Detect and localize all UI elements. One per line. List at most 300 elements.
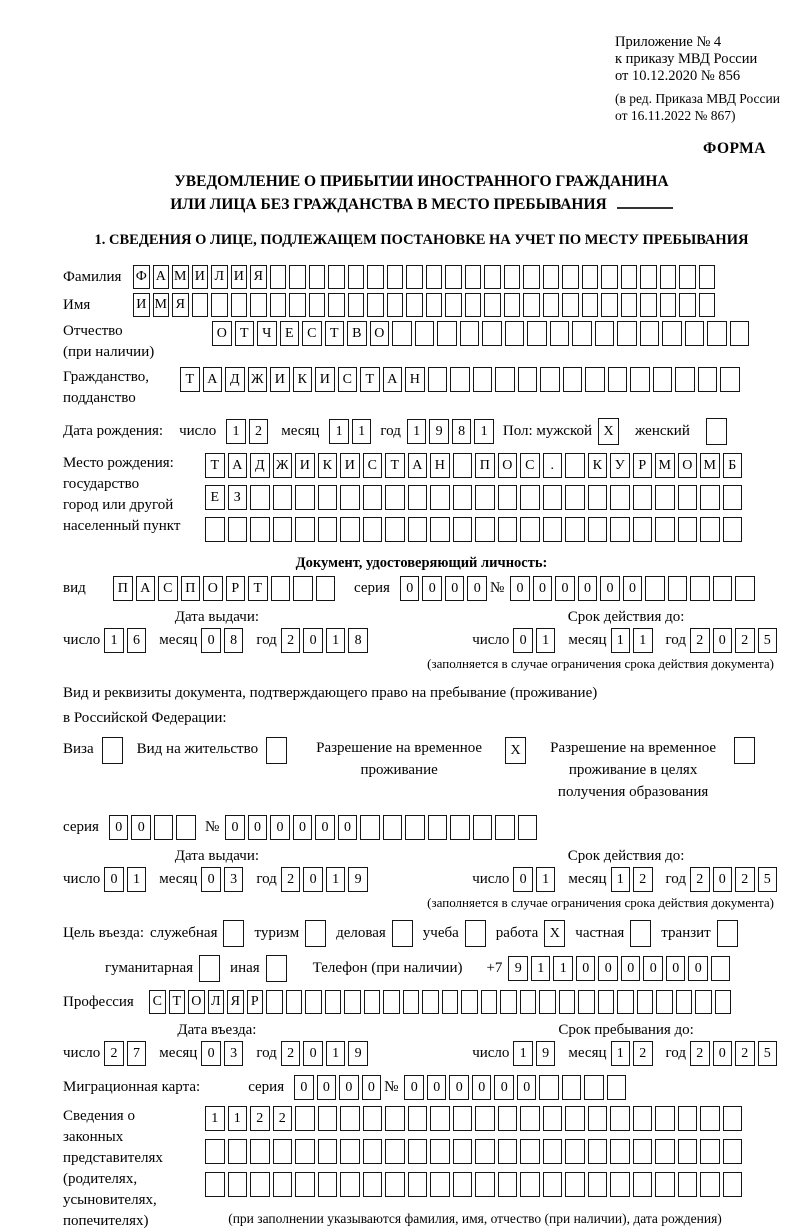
char-cell[interactable] [465,265,482,289]
char-cell[interactable] [543,1106,563,1131]
char-cell[interactable]: 0 [517,1075,537,1100]
char-cell[interactable] [340,485,360,510]
char-cell[interactable] [176,815,196,840]
char-cell[interactable]: 0 [294,1075,314,1100]
char-cell[interactable]: 0 [303,1041,323,1066]
char-cell[interactable]: 1 [226,419,246,444]
char-cell[interactable] [475,1172,495,1197]
char-cell[interactable]: Н [430,453,450,478]
char-cell[interactable] [293,576,313,601]
char-cell[interactable]: 1 [536,867,556,892]
char-cell[interactable] [430,1106,450,1131]
char-cell[interactable] [385,1172,405,1197]
char-cell[interactable] [422,990,439,1014]
char-cell[interactable] [539,1075,559,1100]
char-cell[interactable]: 1 [611,628,631,653]
char-cell[interactable] [655,517,675,542]
char-cell[interactable]: 2 [281,1041,301,1066]
char-cell[interactable] [328,265,345,289]
char-cell[interactable]: 2 [633,867,653,892]
char-cell[interactable]: С [520,453,540,478]
char-cell[interactable]: М [172,265,189,289]
char-cell[interactable]: 2 [690,867,710,892]
char-cell[interactable] [461,990,478,1014]
char-cell[interactable] [700,1106,720,1131]
char-cell[interactable]: И [231,265,248,289]
char-cell[interactable]: П [113,576,133,601]
char-cell[interactable] [715,990,732,1014]
char-cell[interactable]: 9 [536,1041,556,1066]
char-cell[interactable] [543,1139,563,1164]
char-cell[interactable]: Л [211,265,228,289]
char-cell[interactable]: 0 [533,576,553,601]
char-cell[interactable] [445,293,462,317]
char-cell[interactable] [518,815,538,840]
char-cell[interactable]: 0 [688,956,708,981]
char-cell[interactable] [562,1075,582,1100]
char-cell[interactable]: 6 [127,628,147,653]
char-cell[interactable] [565,1106,585,1131]
char-cell[interactable] [363,517,383,542]
char-cell[interactable]: 0 [598,956,618,981]
char-cell[interactable] [266,990,283,1014]
surname-input[interactable] [133,265,718,289]
char-cell[interactable] [723,1139,743,1164]
char-cell[interactable] [655,1139,675,1164]
char-cell[interactable]: Ч [257,321,277,346]
char-cell[interactable] [617,990,634,1014]
purpose-other-checkbox[interactable] [266,955,287,982]
char-cell[interactable] [154,815,174,840]
char-cell[interactable]: 0 [666,956,686,981]
residence-permit-checkbox[interactable] [266,737,287,764]
char-cell[interactable] [601,293,618,317]
char-cell[interactable] [735,576,755,601]
char-cell[interactable]: Е [280,321,300,346]
char-cell[interactable] [504,293,521,317]
char-cell[interactable] [318,1106,338,1131]
char-cell[interactable] [325,990,342,1014]
char-cell[interactable]: И [133,293,150,317]
representatives-line3-input[interactable] [205,1172,745,1197]
char-cell[interactable]: 1 [611,867,631,892]
char-cell[interactable] [565,517,585,542]
char-cell[interactable] [473,367,493,392]
char-cell[interactable] [633,517,653,542]
char-cell[interactable]: Е [205,485,225,510]
char-cell[interactable] [286,990,303,1014]
char-cell[interactable]: С [149,990,166,1014]
char-cell[interactable] [539,990,556,1014]
char-cell[interactable] [678,1106,698,1131]
char-cell[interactable] [610,517,630,542]
char-cell[interactable]: 0 [315,815,335,840]
char-cell[interactable] [578,990,595,1014]
char-cell[interactable] [430,1139,450,1164]
temp-residence-education-checkbox[interactable] [734,737,755,764]
char-cell[interactable] [428,815,448,840]
char-cell[interactable]: И [192,265,209,289]
char-cell[interactable]: 1 [611,1041,631,1066]
char-cell[interactable] [228,1172,248,1197]
char-cell[interactable] [408,517,428,542]
char-cell[interactable]: 1 [633,628,653,653]
char-cell[interactable]: И [340,453,360,478]
char-cell[interactable] [205,1172,225,1197]
char-cell[interactable] [250,293,267,317]
migration-series-input[interactable] [294,1075,384,1100]
char-cell[interactable]: 8 [348,628,368,653]
char-cell[interactable] [309,293,326,317]
char-cell[interactable]: Я [250,265,267,289]
issue-year-input[interactable] [281,628,371,653]
char-cell[interactable]: 2 [273,1106,293,1131]
char-cell[interactable] [482,321,502,346]
char-cell[interactable]: 0 [445,576,465,601]
char-cell[interactable]: 1 [326,1041,346,1066]
char-cell[interactable] [700,517,720,542]
char-cell[interactable] [678,1172,698,1197]
char-cell[interactable]: 0 [303,628,323,653]
char-cell[interactable] [660,293,677,317]
checkbox-cell[interactable] [199,955,220,982]
char-cell[interactable]: С [338,367,358,392]
char-cell[interactable] [678,517,698,542]
char-cell[interactable] [640,321,660,346]
char-cell[interactable] [633,1139,653,1164]
char-cell[interactable] [475,517,495,542]
char-cell[interactable] [316,576,336,601]
citizenship-input[interactable] [180,367,743,392]
residence-issue-day-input[interactable] [104,867,149,892]
char-cell[interactable]: 5 [758,867,778,892]
char-cell[interactable] [305,990,322,1014]
char-cell[interactable]: 7 [127,1041,147,1066]
char-cell[interactable]: О [498,453,518,478]
char-cell[interactable] [610,1172,630,1197]
char-cell[interactable]: Т [325,321,345,346]
char-cell[interactable] [250,485,270,510]
char-cell[interactable] [582,265,599,289]
purpose-transit-checkbox[interactable] [717,920,738,947]
char-cell[interactable]: 1 [127,867,147,892]
char-cell[interactable] [655,1172,675,1197]
name-input[interactable] [133,293,718,317]
char-cell[interactable] [656,990,673,1014]
char-cell[interactable]: К [588,453,608,478]
char-cell[interactable]: 0 [104,867,124,892]
char-cell[interactable] [676,990,693,1014]
char-cell[interactable] [588,1172,608,1197]
char-cell[interactable]: 1 [329,419,349,444]
char-cell[interactable]: К [318,453,338,478]
char-cell[interactable]: 0 [303,867,323,892]
purpose-private-checkbox[interactable] [630,920,651,947]
char-cell[interactable] [273,517,293,542]
char-cell[interactable]: 0 [362,1075,382,1100]
char-cell[interactable]: С [158,576,178,601]
char-cell[interactable] [655,1106,675,1131]
char-cell[interactable] [473,815,493,840]
char-cell[interactable]: Т [205,453,225,478]
char-cell[interactable] [685,321,705,346]
char-cell[interactable] [633,485,653,510]
char-cell[interactable] [450,815,470,840]
char-cell[interactable]: 0 [513,628,533,653]
char-cell[interactable] [437,321,457,346]
char-cell[interactable] [481,990,498,1014]
char-cell[interactable] [637,990,654,1014]
char-cell[interactable]: Р [633,453,653,478]
representatives-line1-input[interactable] [205,1106,745,1131]
char-cell[interactable]: 0 [293,815,313,840]
char-cell[interactable] [608,367,628,392]
char-cell[interactable] [645,576,665,601]
char-cell[interactable] [328,293,345,317]
patronymic-input[interactable] [212,321,752,346]
checkbox-cell[interactable] [392,920,413,947]
entry-year-input[interactable] [281,1041,371,1066]
char-cell[interactable]: О [203,576,223,601]
char-cell[interactable]: 0 [422,576,442,601]
char-cell[interactable] [543,485,563,510]
char-cell[interactable]: 1 [553,956,573,981]
char-cell[interactable]: Т [360,367,380,392]
char-cell[interactable]: А [408,453,428,478]
char-cell[interactable] [500,990,517,1014]
char-cell[interactable]: Р [247,990,264,1014]
char-cell[interactable] [453,1106,473,1131]
char-cell[interactable] [660,265,677,289]
residence-expiry-day-input[interactable] [513,867,558,892]
char-cell[interactable] [318,485,338,510]
char-cell[interactable]: 5 [758,628,778,653]
char-cell[interactable]: 0 [494,1075,514,1100]
checkbox-cell[interactable] [706,418,727,445]
char-cell[interactable] [601,265,618,289]
char-cell[interactable] [588,517,608,542]
char-cell[interactable] [430,1172,450,1197]
char-cell[interactable]: О [212,321,232,346]
char-cell[interactable] [426,293,443,317]
char-cell[interactable] [640,293,657,317]
birthplace-line3-input[interactable] [205,517,745,542]
char-cell[interactable] [543,265,560,289]
char-cell[interactable]: 0 [201,628,221,653]
char-cell[interactable] [295,517,315,542]
char-cell[interactable]: 1 [352,419,372,444]
char-cell[interactable]: 1 [326,867,346,892]
char-cell[interactable]: Ж [273,453,293,478]
char-cell[interactable] [273,485,293,510]
char-cell[interactable] [405,815,425,840]
char-cell[interactable] [690,576,710,601]
char-cell[interactable] [445,265,462,289]
checkbox-cell[interactable] [266,737,287,764]
char-cell[interactable] [523,265,540,289]
char-cell[interactable] [730,321,750,346]
temp-residence-checkbox[interactable] [505,737,526,764]
char-cell[interactable] [700,1139,720,1164]
char-cell[interactable] [295,1139,315,1164]
char-cell[interactable] [520,1139,540,1164]
expiry-year-input[interactable] [690,628,780,653]
char-cell[interactable] [460,321,480,346]
char-cell[interactable] [695,990,712,1014]
char-cell[interactable] [621,293,638,317]
char-cell[interactable] [498,517,518,542]
char-cell[interactable] [518,367,538,392]
char-cell[interactable] [610,485,630,510]
char-cell[interactable]: С [363,453,383,478]
char-cell[interactable] [720,367,740,392]
sex-female-checkbox[interactable] [706,418,727,445]
char-cell[interactable] [289,293,306,317]
char-cell[interactable] [484,265,501,289]
char-cell[interactable] [713,576,733,601]
char-cell[interactable] [588,485,608,510]
residence-issue-month-input[interactable] [201,867,246,892]
char-cell[interactable] [428,367,448,392]
char-cell[interactable] [364,990,381,1014]
char-cell[interactable] [383,990,400,1014]
char-cell[interactable]: 0 [427,1075,447,1100]
char-cell[interactable] [543,1172,563,1197]
char-cell[interactable] [700,485,720,510]
checkbox-cell[interactable] [223,920,244,947]
char-cell[interactable] [340,1106,360,1131]
char-cell[interactable]: Я [227,990,244,1014]
char-cell[interactable] [453,1172,473,1197]
char-cell[interactable] [562,265,579,289]
char-cell[interactable] [289,265,306,289]
char-cell[interactable]: А [136,576,156,601]
char-cell[interactable] [406,293,423,317]
char-cell[interactable] [520,990,537,1014]
char-cell[interactable] [588,1106,608,1131]
char-cell[interactable] [192,293,209,317]
char-cell[interactable] [318,1139,338,1164]
char-cell[interactable] [442,990,459,1014]
char-cell[interactable] [498,485,518,510]
char-cell[interactable]: Т [180,367,200,392]
char-cell[interactable]: А [153,265,170,289]
char-cell[interactable] [565,453,585,478]
char-cell[interactable]: 3 [224,1041,244,1066]
residence-number-input[interactable] [225,815,540,840]
char-cell[interactable] [344,990,361,1014]
char-cell[interactable] [250,1172,270,1197]
char-cell[interactable]: 2 [104,1041,124,1066]
residence-expiry-year-input[interactable] [690,867,780,892]
char-cell[interactable] [270,293,287,317]
char-cell[interactable] [504,265,521,289]
doc-kind-input[interactable] [113,576,338,601]
char-cell[interactable]: 2 [281,867,301,892]
char-cell[interactable] [595,321,615,346]
char-cell[interactable]: 0 [317,1075,337,1100]
char-cell[interactable] [572,321,592,346]
char-cell[interactable] [387,265,404,289]
char-cell[interactable]: 2 [249,419,269,444]
char-cell[interactable] [610,1106,630,1131]
char-cell[interactable] [408,1172,428,1197]
char-cell[interactable]: Л [208,990,225,1014]
char-cell[interactable]: 0 [623,576,643,601]
char-cell[interactable] [367,265,384,289]
char-cell[interactable] [385,1106,405,1131]
char-cell[interactable]: 5 [758,1041,778,1066]
char-cell[interactable]: 0 [600,576,620,601]
char-cell[interactable] [678,485,698,510]
char-cell[interactable]: . [543,453,563,478]
char-cell[interactable]: О [678,453,698,478]
char-cell[interactable] [523,293,540,317]
char-cell[interactable] [271,576,291,601]
char-cell[interactable] [543,293,560,317]
char-cell[interactable]: Б [723,453,743,478]
char-cell[interactable] [430,485,450,510]
checkbox-cell[interactable] [717,920,738,947]
char-cell[interactable]: П [181,576,201,601]
char-cell[interactable] [675,367,695,392]
char-cell[interactable] [585,367,605,392]
char-cell[interactable] [520,485,540,510]
char-cell[interactable] [562,293,579,317]
checkbox-cell[interactable] [305,920,326,947]
char-cell[interactable] [408,485,428,510]
char-cell[interactable]: 2 [250,1106,270,1131]
char-cell[interactable] [565,1172,585,1197]
char-cell[interactable] [617,321,637,346]
char-cell[interactable]: 9 [348,1041,368,1066]
char-cell[interactable]: У [610,453,630,478]
char-cell[interactable] [655,485,675,510]
char-cell[interactable] [550,321,570,346]
migration-number-input[interactable] [404,1075,629,1100]
char-cell[interactable] [678,1139,698,1164]
checkbox-cell[interactable]: X [505,737,526,764]
char-cell[interactable] [588,1139,608,1164]
checkbox-cell[interactable] [630,920,651,947]
char-cell[interactable]: 1 [474,419,494,444]
residence-expiry-month-input[interactable] [611,867,656,892]
char-cell[interactable]: 0 [510,576,530,601]
expiry-month-input[interactable] [611,628,656,653]
char-cell[interactable]: 2 [735,867,755,892]
char-cell[interactable] [498,1172,518,1197]
birth-day-input[interactable] [226,419,271,444]
char-cell[interactable] [385,485,405,510]
char-cell[interactable] [475,1106,495,1131]
stay-day-input[interactable] [513,1041,558,1066]
char-cell[interactable] [621,265,638,289]
birth-year-input[interactable] [407,419,497,444]
char-cell[interactable] [679,293,696,317]
char-cell[interactable]: Н [405,367,425,392]
char-cell[interactable] [453,517,473,542]
char-cell[interactable]: 2 [735,1041,755,1066]
char-cell[interactable] [699,293,716,317]
char-cell[interactable]: 1 [205,1106,225,1131]
char-cell[interactable] [633,1172,653,1197]
char-cell[interactable]: Ж [248,367,268,392]
char-cell[interactable]: З [228,485,248,510]
char-cell[interactable]: А [228,453,248,478]
char-cell[interactable]: П [475,453,495,478]
char-cell[interactable]: 2 [735,628,755,653]
char-cell[interactable]: И [270,367,290,392]
